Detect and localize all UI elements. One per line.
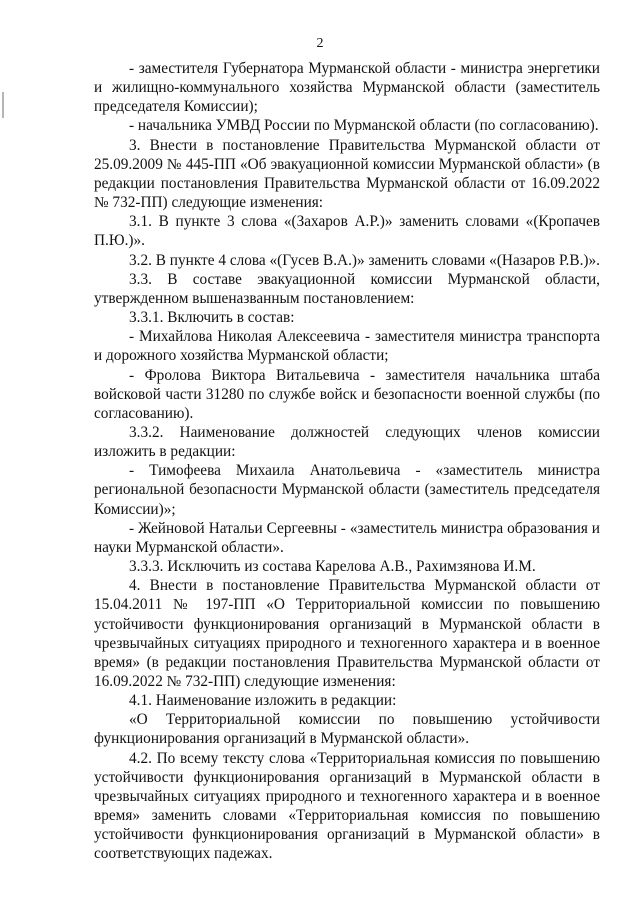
binding-margin-mark xyxy=(2,92,4,118)
paragraph-9: - Фролова Виктора Витальевича - заместителя начальника штаба войсковой части 31280 по службе войск и безопасности военной службы (по согласованию). xyxy=(94,366,600,422)
paragraph-12: - Жейновой Натальи Сергеевны - «заместитель министра образования и науки Мурманской области». xyxy=(94,519,600,556)
paragraph-11: - Тимофеева Михаила Анатольевича - «заместитель министра региональной безопасности Мурманской области (заместитель председателя Комиссии)»; xyxy=(94,462,600,518)
paragraph-3: 3. Внести в постановление Правительства Мурманской области от 25.09.2009 № 445-ПП «Об эвакуационной комиссии Мурманской области» (в редакции постановления Правительства Мурманской области от 16.09.2022 № 732-ПП) следующие изменения: xyxy=(94,136,600,212)
paragraph-13: 3.3.3. Исключить из состава Карелова А.В., Рахимзянова И.М. xyxy=(129,558,536,576)
paragraph-16: «О Территориальной комиссии по повышению устойчивости функционирования организаций в Мурманской области». xyxy=(94,711,600,748)
paragraph-10: 3.3.2. Наименование должностей следующих членов комиссии изложить в редакции: xyxy=(94,423,600,461)
paragraph-15: 4.1. Наименование изложить в редакции: xyxy=(129,692,397,710)
paragraph-4: 3.1. В пункте 3 слова «(Захаров А.Р.)» заменить словами «(Кропачев П.Ю.)». xyxy=(94,213,600,250)
paragraph-7: 3.3.1. Включить в состав: xyxy=(129,309,295,327)
document-body xyxy=(94,59,600,864)
paragraph-2: - начальника УМВД России по Мурманской области (по согласованию). xyxy=(129,117,599,135)
paragraph-5: 3.2. В пункте 4 слова «(Гусев В.А.)» заменить словами «(Назаров Р.В.)». xyxy=(129,251,600,269)
paragraph-14: 4. Внести в постановление Правительства Мурманской области от 15.04.2011 № 197-ПП «О Территориальной комиссии по повышению устойчивости функционирования организаций в Мурманской области в чрезвычайных ситуациях природного и техногенного характера и в военное время» (в редакции постановления Правительства Мурманской области от 16.09.2022 № 732-ПП) следующие изменения: xyxy=(94,577,600,690)
paragraph-8: - Михайлова Николая Алексеевича - заместителя министра транспорта и дорожного хозяйства Мурманской области; xyxy=(94,328,600,365)
paragraph-6: 3.3. В составе эвакуационной комиссии Мурманской области, утвержденном вышеназванным постановлением: xyxy=(94,270,600,307)
paragraph-17: 4.2. По всему тексту слова «Территориальная комиссия по повышению устойчивости функционирования организаций в Мурманской области в чрезвычайных ситуациях природного и техногенного характера и в военное время» заменить словами «Территориальная комиссия по повышению устойчивости функционирования организаций в Мурманской области» в соответствующих падежах. xyxy=(94,749,600,863)
page-number: 2 xyxy=(316,36,324,51)
paragraph-1: - заместителя Губернатора Мурманской области - министра энергетики и жилищно-коммунального хозяйства Мурманской области (заместитель председателя Комиссии); xyxy=(94,60,600,116)
